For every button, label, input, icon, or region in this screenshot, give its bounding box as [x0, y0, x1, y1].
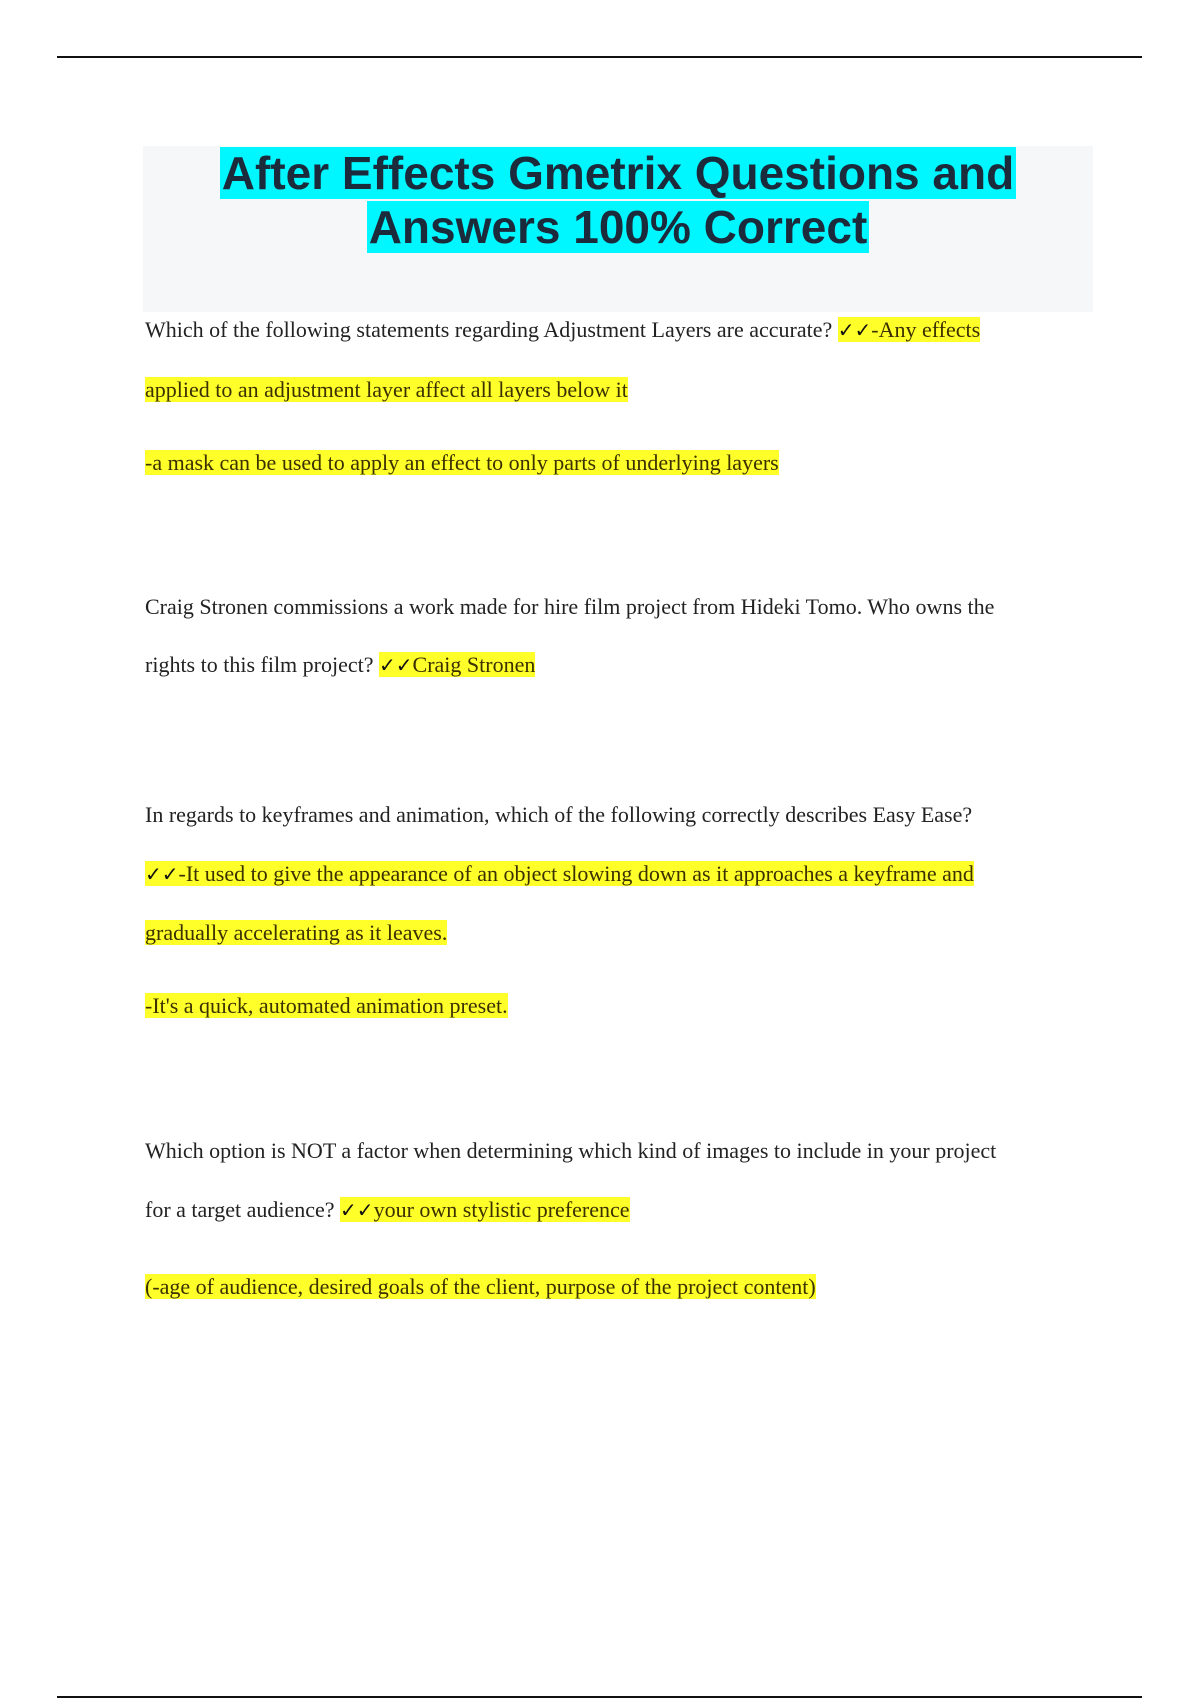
q1-answer-line — [145, 375, 628, 405]
q1-answer-start: -Any effects — [871, 317, 981, 342]
q2-question-part-1: Craig Stronen commissions a work made for hire film project from Hideki Tomo. Who owns the — [145, 594, 995, 619]
q1-question-line — [145, 315, 980, 345]
document-title — [143, 146, 1093, 254]
q3-answer-highlight — [145, 861, 974, 886]
q4-answer-extra: (-age of audience, desired goals of the client, purpose of the project content) — [145, 1274, 816, 1299]
q4-question-line-1 — [145, 1136, 996, 1166]
title-line-2: Answers 100% Correct — [368, 201, 868, 253]
q2-question-line-2 — [145, 650, 535, 680]
title-line-1: After Effects Gmetrix Questions and — [221, 147, 1015, 199]
q3-answer-line-1 — [145, 859, 974, 889]
q4-question-line-2 — [145, 1195, 630, 1225]
q1-answer-highlight — [838, 317, 980, 342]
check-mark-icon: ✓✓ — [340, 1198, 374, 1222]
q1-question: Which of the following statements regarding Adjustment Layers are accurate? — [145, 317, 833, 342]
q4-answer: your own stylistic preference — [373, 1197, 630, 1222]
footer-rule — [57, 1696, 1142, 1698]
q3-question: In regards to keyframes and animation, which of the following correctly describes Easy Ease? — [145, 802, 973, 827]
q2-question-line-1 — [145, 592, 994, 622]
check-mark-icon: ✓✓ — [145, 862, 179, 886]
q3-answer-part-1: -It used to give the appearance of an object slowing down as it approaches a keyframe and — [178, 861, 974, 886]
q4-answer-highlight — [340, 1197, 629, 1222]
q2-answer: Craig Stronen — [412, 652, 536, 677]
q1-answer-extra-line — [145, 448, 779, 478]
q3-question-line — [145, 800, 972, 830]
q3-answer-line-2 — [145, 918, 447, 948]
q4-question-part-1: Which option is NOT a factor when determining which kind of images to include in your project — [145, 1138, 997, 1163]
q3-answer-extra-line — [145, 991, 508, 1021]
q1-answer-extra: -a mask can be used to apply an effect to only parts of underlying layers — [145, 450, 779, 475]
q3-answer-part-2: gradually accelerating as it leaves. — [145, 920, 448, 945]
header-rule — [57, 56, 1142, 58]
q2-answer-highlight — [379, 652, 535, 677]
check-mark-icon: ✓✓ — [379, 653, 413, 677]
q1-answer-cont: applied to an adjustment layer affect all layers below it — [145, 377, 628, 402]
q2-question-part-2: rights to this film project? — [145, 652, 374, 677]
q3-answer-extra: -It's a quick, automated animation preset. — [145, 993, 508, 1018]
q4-question-part-2: for a target audience? — [145, 1197, 335, 1222]
check-mark-icon: ✓✓ — [837, 318, 872, 342]
q4-answer-extra-line — [145, 1272, 816, 1302]
